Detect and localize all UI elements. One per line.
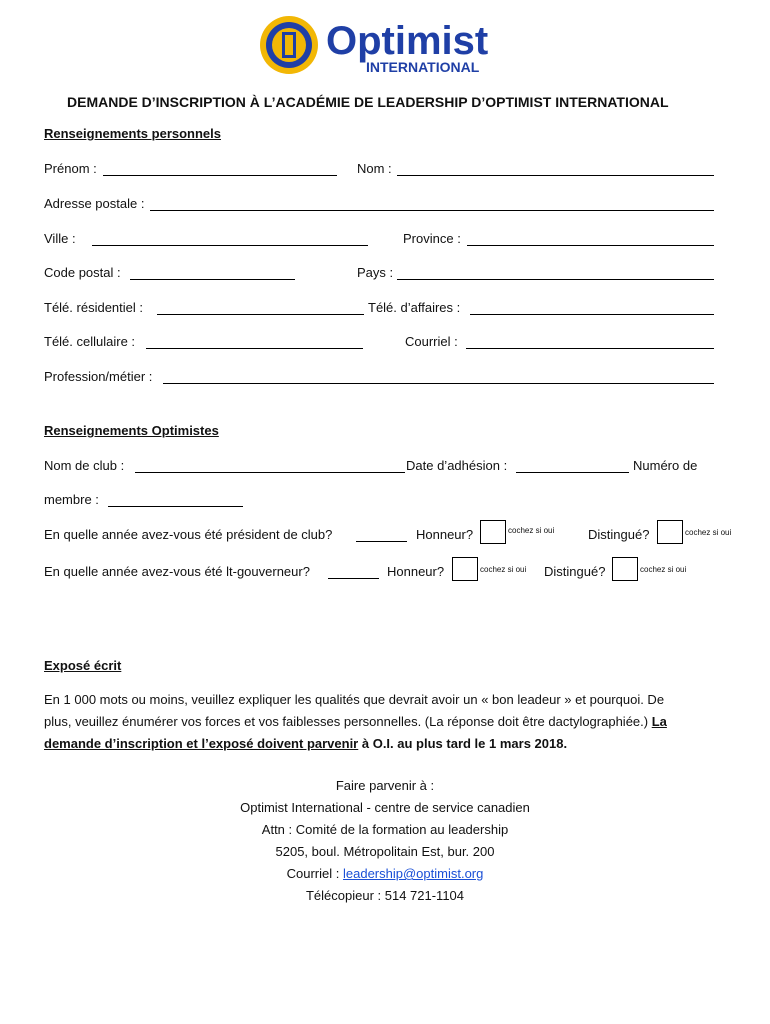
ville-label: Ville : <box>44 231 76 246</box>
cochez-note-2: cochez si oui <box>685 528 732 537</box>
send-line-3: Attn : Comité de la formation au leadership <box>261 822 509 837</box>
distingue-checkbox-2[interactable] <box>612 557 638 581</box>
distingue-label-1: Distingué? <box>588 527 650 542</box>
adresse-field[interactable] <box>150 210 714 211</box>
tel-aff-label: Télé. d’affaires : <box>368 300 461 315</box>
cochez-note-3: cochez si oui <box>480 565 527 574</box>
code-postal-field[interactable] <box>130 279 295 280</box>
distingue-label-2: Distingué? <box>544 564 606 579</box>
expose-heading: Exposé écrit <box>44 658 122 673</box>
expose-line-2-text: plus, veuillez énumérer vos forces et vos faiblesses personnelles. (La réponse doit être dactylographiée.) <box>44 714 652 729</box>
date-adhesion-field[interactable] <box>516 472 629 473</box>
optimist-logo <box>258 14 498 79</box>
nom-field[interactable] <box>397 175 714 176</box>
cochez-note-4: cochez si oui <box>640 565 687 574</box>
membre-label: membre : <box>44 492 99 507</box>
membre-field[interactable] <box>108 506 243 507</box>
logo-name: Optimist <box>326 19 489 63</box>
ville-field[interactable] <box>92 245 368 246</box>
courriel-field[interactable] <box>466 348 714 349</box>
personal-heading: Renseignements personnels <box>44 126 221 141</box>
tel-cell-field[interactable] <box>146 348 363 349</box>
expose-paragraph <box>44 689 720 755</box>
province-label: Province : <box>403 231 461 246</box>
code-postal-label: Code postal : <box>44 265 121 280</box>
expose-line-2-emph: La <box>651 714 667 729</box>
logo-sub: INTERNATIONAL <box>366 59 480 75</box>
expose-deadline-rest: à O.I. au plus tard le 1 mars 2018. <box>358 736 568 751</box>
email-link[interactable]: leadership@optimist.org <box>342 866 484 881</box>
tel-res-field[interactable] <box>157 314 364 315</box>
send-courriel-label: Courriel : <box>286 866 343 881</box>
optimist-heading: Renseignements Optimistes <box>44 423 219 438</box>
q-ltgov-label: En quelle année avez-vous été lt-gouverneur? <box>44 564 310 579</box>
president-year-field[interactable] <box>356 541 407 542</box>
expose-line-3 <box>44 733 720 755</box>
tel-res-label: Télé. résidentiel : <box>44 300 143 315</box>
tel-cell-label: Télé. cellulaire : <box>44 334 136 349</box>
pays-label: Pays : <box>357 265 394 280</box>
prenom-label: Prénom : <box>44 161 97 176</box>
send-line-1: Faire parvenir à : <box>335 778 435 793</box>
ltgov-year-field[interactable] <box>328 578 379 579</box>
prenom-field[interactable] <box>103 175 337 176</box>
nom-label: Nom : <box>357 161 392 176</box>
adresse-label: Adresse postale : <box>44 196 145 211</box>
send-line-4: 5205, boul. Métropolitain Est, bur. 200 <box>275 844 495 859</box>
send-fax: Télécopieur : 514 721-1104 <box>305 888 465 903</box>
expose-deadline-emph: demande d’inscription et l’exposé doivent parvenir <box>44 736 359 751</box>
club-field[interactable] <box>135 472 405 473</box>
honneur-label-2: Honneur? <box>387 564 445 579</box>
profession-field[interactable] <box>163 383 714 384</box>
profession-label: Profession/métier : <box>44 369 153 384</box>
page-title: DEMANDE D’INSCRIPTION À L’ACADÉMIE DE LEADERSHIP D’OPTIMIST INTERNATIONAL <box>67 94 669 110</box>
expose-line-1: En 1 000 mots ou moins, veuillez expliquer les qualités que devrait avoir un « bon leadeur » et pourquoi. De <box>44 692 665 707</box>
distingue-checkbox-1[interactable] <box>657 520 683 544</box>
send-line-2: Optimist International - centre de service canadien <box>240 800 530 815</box>
cochez-note-1: cochez si oui <box>508 526 555 535</box>
honneur-checkbox-2[interactable] <box>452 557 478 581</box>
date-adhesion-label: Date d’adhésion : <box>406 458 508 473</box>
expose-line-2 <box>44 711 720 733</box>
pays-field[interactable] <box>397 279 714 280</box>
numero-label: Numéro de <box>633 458 698 473</box>
optimist-emblem <box>258 14 498 76</box>
club-label: Nom de club : <box>44 458 125 473</box>
honneur-checkbox-1[interactable] <box>480 520 506 544</box>
province-field[interactable] <box>467 245 714 246</box>
tel-aff-field[interactable] <box>470 314 714 315</box>
courriel-label: Courriel : <box>405 334 458 349</box>
honneur-label-1: Honneur? <box>416 527 474 542</box>
q-president-label: En quelle année avez-vous été président de club? <box>44 527 333 542</box>
send-email-line <box>0 866 770 881</box>
